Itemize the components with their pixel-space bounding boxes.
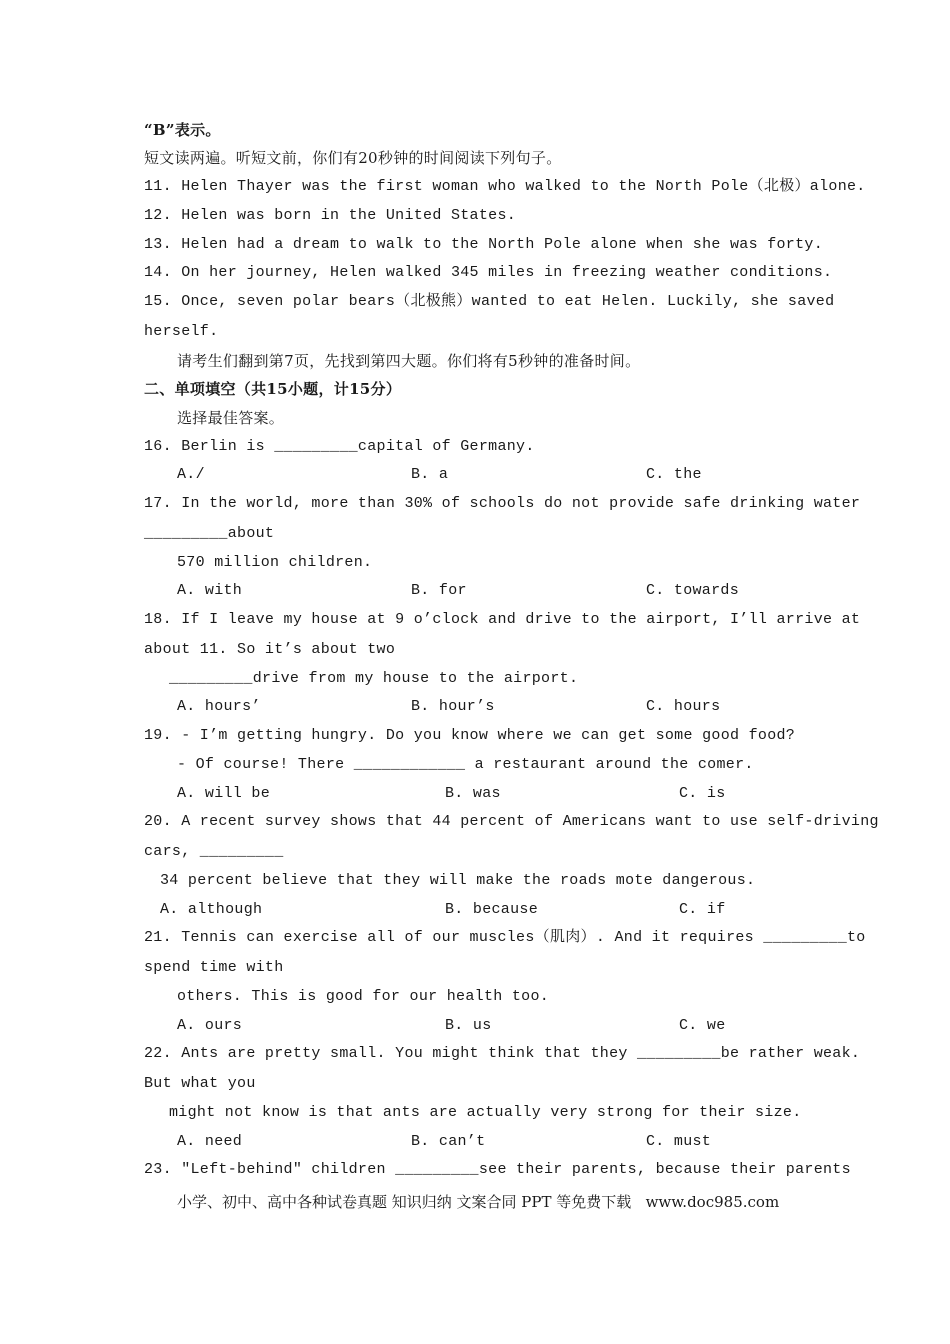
question-17-line3: 570 million children.: [177, 554, 373, 571]
question-19-line2: - Of course! There ____________ a restaurant around the comer.: [177, 756, 754, 773]
question-20-line3: 34 percent believe that they will make the roads mote dangerous.: [160, 872, 756, 889]
q21-option-a[interactable]: A. ours: [177, 1017, 243, 1034]
q17-option-c[interactable]: C. towards: [646, 582, 740, 599]
question-18-line3: _________drive from my house to the airport.: [169, 670, 579, 687]
q18-option-c[interactable]: C. hours: [646, 698, 721, 715]
question-21: 21. Tennis can exercise all of our muscles（肌肉）. And it requires _________to: [144, 929, 866, 946]
q19-option-b[interactable]: B. was: [445, 785, 501, 802]
q20-option-a[interactable]: A. although: [160, 901, 263, 918]
question-17: 17. In the world, more than 30% of schools do not provide safe drinking water: [144, 495, 861, 512]
q22-option-b[interactable]: B. can’t: [411, 1133, 486, 1150]
q21-option-c[interactable]: C. we: [679, 1017, 726, 1034]
q22-option-a[interactable]: A. need: [177, 1133, 243, 1150]
q20-option-b[interactable]: B. because: [445, 901, 539, 918]
question-22-line2: But what you: [144, 1075, 256, 1092]
q16-option-a[interactable]: A./: [177, 466, 205, 483]
section-instruction: 选择最佳答案。: [177, 409, 285, 427]
turn-page-instruction: 请考生们翻到第7页，先找到第四大题。你们将有5秒钟的准备时间。: [177, 352, 641, 370]
q18-option-b[interactable]: B. hour’s: [411, 698, 495, 715]
statement-11: 11. Helen Thayer was the first woman who walked to the North Pole（北极）alone.: [144, 178, 866, 195]
q19-option-c[interactable]: C. is: [679, 785, 726, 802]
statement-15: 15. Once, seven polar bears（北极熊）wanted to eat Helen. Luckily, she saved: [144, 293, 835, 310]
q16-option-b[interactable]: B. a: [411, 466, 449, 483]
question-16: 16. Berlin is _________capital of Germany.: [144, 438, 535, 455]
q17-option-b[interactable]: B. for: [411, 582, 467, 599]
statement-14: 14. On her journey, Helen walked 345 miles in freezing weather conditions.: [144, 264, 833, 281]
page-footer: 小学、初中、高中各种试卷真题 知识归纳 文案合同 PPT 等免费下载 www.doc985.com: [177, 1193, 780, 1211]
q18-option-a[interactable]: A. hours’: [177, 698, 261, 715]
q16-option-c[interactable]: C. the: [646, 466, 702, 483]
question-19: 19. - I’m getting hungry. Do you know where we can get some good food?: [144, 727, 796, 744]
question-21-line2: spend time with: [144, 959, 284, 976]
header-line: “B”表示。: [144, 121, 221, 139]
question-22-line3: might not know is that ants are actually very strong for their size.: [169, 1104, 802, 1121]
question-20-line2: cars, _________: [144, 843, 284, 860]
q20-option-c[interactable]: C. if: [679, 901, 726, 918]
question-21-line3: others. This is good for our health too.: [177, 988, 550, 1005]
listening-intro: 短文读两遍。听短文前，你们有20秒钟的时间阅读下列句子。: [144, 149, 562, 167]
question-18: 18. If I leave my house at 9 o’clock and drive to the airport, I’ll arrive at: [144, 611, 861, 628]
statement-12: 12. Helen was born in the United States.: [144, 207, 517, 224]
q21-option-b[interactable]: B. us: [445, 1017, 492, 1034]
q17-option-a[interactable]: A. with: [177, 582, 243, 599]
question-23: 23. "Left-behind" children _________see their parents, because their parents: [144, 1161, 851, 1178]
statement-13: 13. Helen had a dream to walk to the North Pole alone when she was forty.: [144, 236, 824, 253]
q22-option-c[interactable]: C. must: [646, 1133, 712, 1150]
statement-15-cont: herself.: [144, 323, 219, 340]
question-20: 20. A recent survey shows that 44 percent of Americans want to use self-driving: [144, 813, 879, 830]
question-18-line2: about 11. So it’s about two: [144, 641, 396, 658]
section-title: 二、单项填空（共15小题，计15分）: [144, 380, 402, 398]
question-17-line2: _________about: [144, 525, 275, 542]
question-22: 22. Ants are pretty small. You might think that they _________be rather weak.: [144, 1045, 861, 1062]
q19-option-a[interactable]: A. will be: [177, 785, 271, 802]
